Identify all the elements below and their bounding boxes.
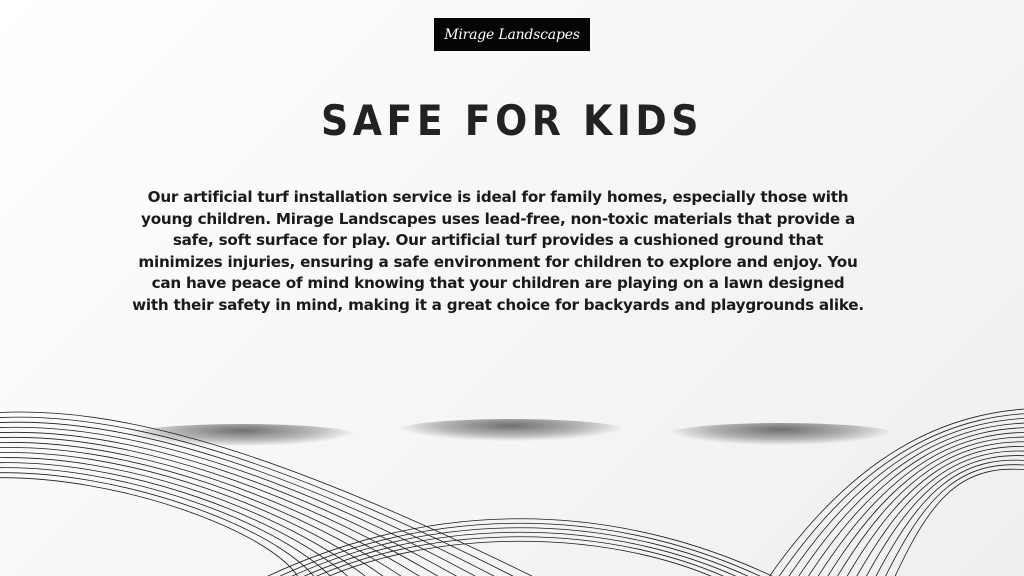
left-wave-line bbox=[0, 422, 520, 576]
left-wave-line bbox=[0, 432, 481, 576]
right-wave-line bbox=[760, 408, 1024, 576]
brand-logo bbox=[434, 18, 590, 51]
right-wave-line bbox=[879, 465, 1024, 576]
left-wave-line bbox=[0, 437, 461, 576]
wave-lines-decoration bbox=[0, 400, 1024, 576]
right-wave-line bbox=[869, 460, 1024, 576]
page-title: SAFE FOR KIDS bbox=[321, 96, 703, 145]
left-wave-line bbox=[0, 468, 342, 576]
left-wave-line bbox=[0, 478, 303, 576]
description-paragraph: Our artificial turf installation service is ideal for family homes, especially those with young children. Mirage Landscapes uses lead-free, non-toxic materials that provide a safe, soft surface for play. Our artificial turf provides a cushioned ground that minimizes injuries, ensuring a safe environment for children to explore and enjoy. You can have peace of mind knowing that your children are playing on a lawn designed with their safety in mind, making it a great choice for backyards and playgrounds alike. bbox=[132, 188, 864, 314]
left-wave-line bbox=[0, 417, 540, 576]
center-wave-lines bbox=[240, 519, 800, 576]
left-wave-line bbox=[0, 412, 560, 576]
right-wave-lines bbox=[760, 408, 1024, 576]
brand-logo-text: Mirage Landscapes bbox=[444, 26, 580, 43]
left-wave-line bbox=[0, 473, 322, 576]
right-wave-line bbox=[889, 469, 1024, 576]
left-wave-line bbox=[0, 427, 501, 576]
right-wave-line bbox=[770, 413, 1024, 576]
right-wave-line bbox=[780, 418, 1024, 576]
left-wave-lines bbox=[0, 412, 560, 576]
center-wave-line bbox=[240, 519, 800, 576]
